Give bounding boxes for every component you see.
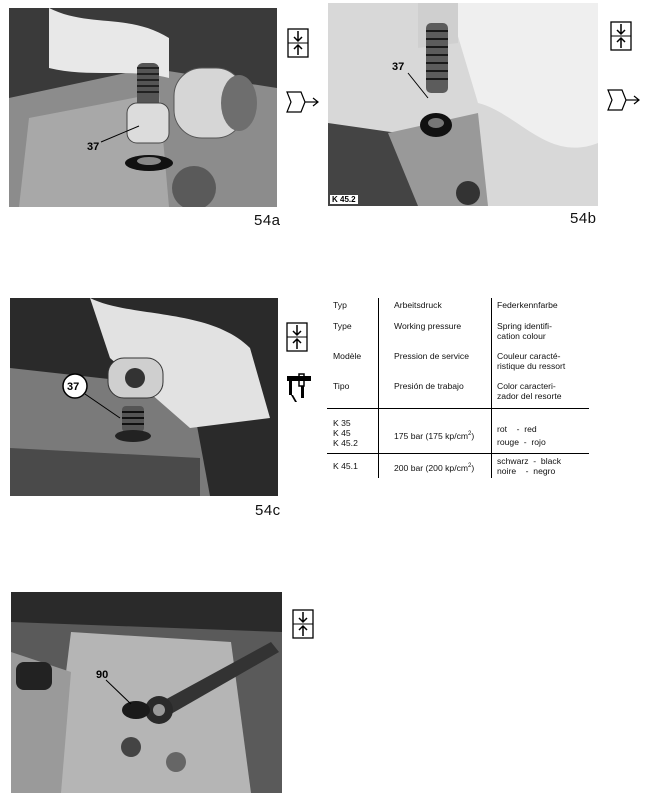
header-type-de: Typ <box>333 300 347 310</box>
pointer-arrow-icon <box>285 90 321 114</box>
figure-label-54a: 54a <box>254 212 281 229</box>
table-row-2-types: K 45.1 <box>333 461 358 471</box>
callout-90: 90 <box>96 669 109 681</box>
figure-54c-illustration <box>10 298 278 496</box>
figure-54b-photo <box>328 3 598 206</box>
figure-54b-illustration <box>328 3 598 206</box>
header-pressure-fr: Pression de service <box>394 351 469 361</box>
table-row-2-colour: schwarz - black noire - negro <box>497 456 561 476</box>
pointer-arrow-icon <box>606 88 642 112</box>
header-type-es: Tipo <box>333 381 350 391</box>
figure-54a-photo <box>9 8 277 207</box>
header-pressure-de: Arbeitsdruck <box>394 300 442 310</box>
header-type-en: Type <box>333 321 352 331</box>
header-colour-de: Federkennfarbe <box>497 300 558 310</box>
header-colour-en: Spring identifi- cation colour <box>497 321 552 341</box>
header-type-fr: Modèle <box>333 351 362 361</box>
callout-37-b: 37 <box>392 61 405 73</box>
table-row-2-pressure: 200 bar (200 $kp/cm^2$) <box>394 462 475 473</box>
header-pressure-es: Presión de trabajo <box>394 381 464 391</box>
figure-label-54c: 54c <box>255 502 281 519</box>
figure-label-54b: 54b <box>570 210 597 227</box>
up-down-arrows-icon <box>292 609 314 639</box>
figure-54a-illustration <box>9 8 277 207</box>
callout-37-c: 37 <box>67 381 80 393</box>
vernier-caliper-icon <box>285 372 313 406</box>
header-colour-fr: Couleur caracté- ristique du ressort <box>497 351 566 371</box>
table-row-1-pressure: 175 bar (175 $kp/cm^2$) <box>394 430 475 441</box>
header-colour-es: Color caracteri- zador del resorte <box>497 381 562 401</box>
up-down-arrows-icon <box>286 322 308 352</box>
figure-54d-photo <box>11 592 282 793</box>
figure-54c-photo <box>10 298 278 496</box>
table-row-1-types: K 35 K 45 K 45.2 <box>333 418 358 448</box>
header-pressure-en: Working pressure <box>394 321 462 331</box>
callout-37-a: 37 <box>87 141 100 153</box>
up-down-arrows-icon <box>287 28 309 58</box>
photo-code-k45-2: K 45.2 <box>332 195 356 204</box>
table-row-1-colour: rot - red rouge - rojo <box>497 424 546 447</box>
figure-54d-illustration <box>11 592 282 793</box>
up-down-arrows-icon <box>610 21 632 51</box>
